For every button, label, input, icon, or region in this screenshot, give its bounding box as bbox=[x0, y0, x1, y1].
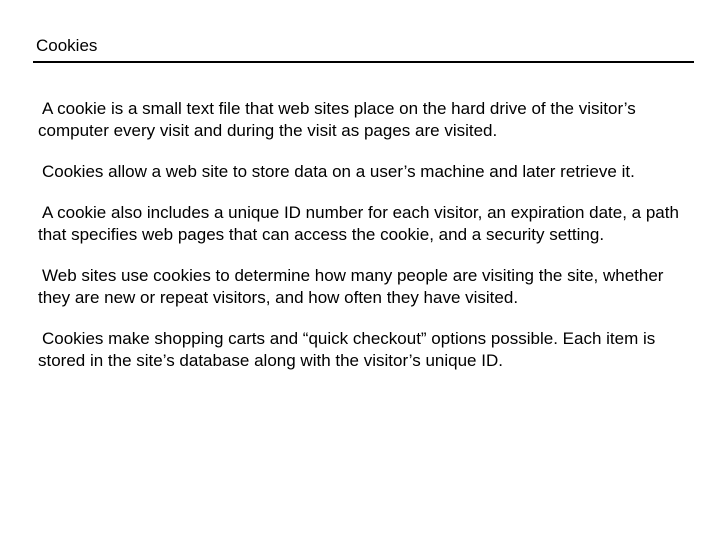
slide-title: Cookies bbox=[36, 36, 98, 55]
slide-body bbox=[38, 98, 688, 391]
paragraph-cookie-definition: A cookie is a small text file that web sites place on the hard drive of the visitor’s computer every visit and during the visit as pages are visited. bbox=[38, 99, 636, 140]
paragraph-shopping-carts: Cookies make shopping carts and “quick checkout” options possible. Each item is stored in the site’s database along with the visitor’s unique ID. bbox=[38, 329, 656, 370]
title-divider bbox=[33, 61, 694, 63]
paragraph-visitor-tracking: Web sites use cookies to determine how many people are visiting the site, whether they are new or repeat visitors, and how often they have visited. bbox=[38, 266, 664, 307]
paragraph-store-data: Cookies allow a web site to store data on a user’s machine and later retrieve it. bbox=[42, 162, 635, 181]
paragraph-cookie-contents: A cookie also includes a unique ID number for each visitor, an expiration date, a path that specifies web pages that can access the cookie, and a security setting. bbox=[38, 203, 679, 244]
